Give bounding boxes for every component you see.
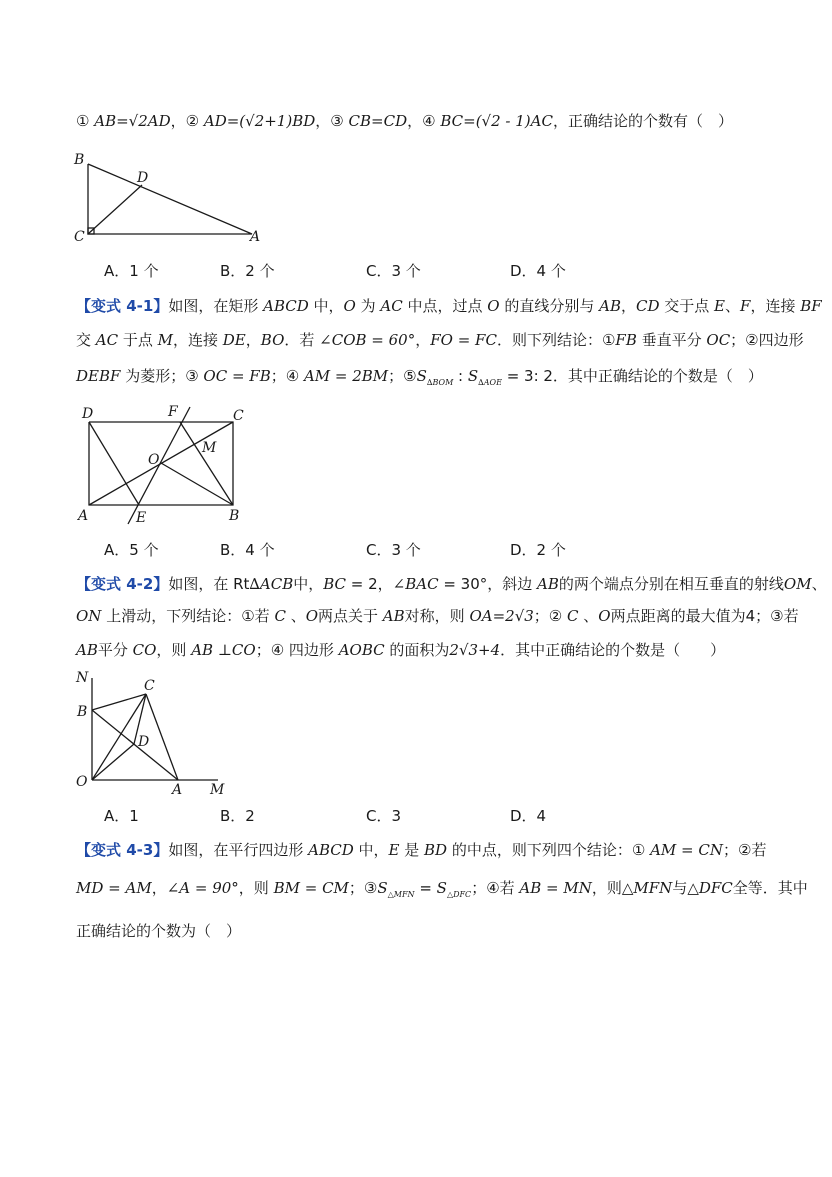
q2-line2 bbox=[76, 606, 799, 626]
variant-tag: 【变式 4-3】 bbox=[76, 841, 169, 859]
segment-bo bbox=[161, 463, 233, 505]
label-n: N bbox=[76, 670, 89, 686]
q2-line1 bbox=[76, 574, 827, 594]
math: =√2 bbox=[116, 112, 148, 130]
label-c: C bbox=[144, 678, 155, 694]
math: AC bbox=[530, 112, 553, 130]
math: BC bbox=[440, 112, 464, 130]
math: △MFN bbox=[621, 879, 673, 897]
text: 两点距离的最大值为4；③若 bbox=[610, 607, 799, 625]
math: CB bbox=[348, 112, 372, 130]
math: AB ⊥CO bbox=[191, 641, 256, 659]
text: ．若 bbox=[284, 331, 320, 349]
math: C bbox=[567, 607, 579, 625]
math: 2√3+4 bbox=[449, 641, 501, 659]
text: ，则 bbox=[591, 879, 622, 897]
math: AC bbox=[95, 331, 119, 349]
text: 为菱形；③ bbox=[120, 367, 204, 385]
math: = bbox=[371, 112, 384, 130]
label-b: B bbox=[77, 704, 88, 720]
q1-line3 bbox=[76, 366, 763, 393]
math: CD bbox=[635, 297, 660, 315]
q2-line3 bbox=[76, 640, 725, 660]
label-f: F bbox=[168, 404, 178, 420]
math: BF bbox=[800, 297, 822, 315]
math: AM = CN bbox=[650, 841, 723, 859]
text: ．其中正确结论的个数是（ ） bbox=[500, 641, 726, 659]
q1-figure bbox=[76, 402, 256, 532]
text: 的两个端点分别在相互垂直的射线 bbox=[558, 575, 784, 593]
math: ON bbox=[76, 607, 102, 625]
text: : bbox=[453, 367, 468, 385]
segment-od bbox=[92, 744, 134, 780]
text: 平分 bbox=[97, 641, 133, 659]
option-b[interactable]: B．2 个 bbox=[220, 262, 275, 280]
text: ，则 bbox=[238, 879, 274, 897]
math: ABCD bbox=[263, 297, 309, 315]
text: 的面积为 bbox=[384, 641, 450, 659]
text: 为 bbox=[355, 297, 381, 315]
text: 中点，过点 bbox=[402, 297, 488, 315]
math: S bbox=[436, 879, 447, 897]
math: AB bbox=[599, 297, 621, 315]
text: = bbox=[414, 879, 437, 897]
label-d: D bbox=[138, 734, 150, 750]
text: 如图，在平行四边形 bbox=[168, 841, 309, 859]
text: 中， bbox=[353, 841, 389, 859]
math: DE bbox=[222, 331, 246, 349]
math-subscript: ∆AOE bbox=[478, 378, 502, 387]
text: 、 bbox=[285, 607, 306, 625]
q1-line2 bbox=[76, 330, 804, 350]
text: 于点 bbox=[118, 331, 158, 349]
q2-figure bbox=[70, 668, 240, 798]
option-a[interactable]: A．1 bbox=[104, 807, 139, 825]
text: ；④ bbox=[270, 367, 304, 385]
math: ∆ACB bbox=[249, 575, 294, 593]
math: ∠A = 90° bbox=[166, 879, 239, 897]
text: ．则下列结论：① bbox=[496, 331, 616, 349]
math: ∠COB = 60° bbox=[319, 331, 416, 349]
text: ；④若 bbox=[471, 879, 520, 897]
text: ，② bbox=[170, 112, 200, 130]
math: FO = FC bbox=[430, 331, 497, 349]
text: ；⑤ bbox=[388, 367, 417, 385]
option-b[interactable]: B．2 bbox=[220, 807, 255, 825]
math: =(√2 - 1) bbox=[463, 112, 531, 130]
math: CO bbox=[132, 641, 157, 659]
q3-line2 bbox=[76, 878, 808, 905]
text: ，④ bbox=[407, 112, 436, 130]
math: AM = 2BM bbox=[303, 367, 389, 385]
text: 正确结论的个数为（ ） bbox=[76, 922, 242, 940]
text: 交 bbox=[76, 331, 96, 349]
text: 中， bbox=[293, 575, 324, 593]
label-m: M bbox=[202, 440, 217, 456]
q3-line3 bbox=[76, 921, 241, 941]
option-d[interactable]: D．4 bbox=[510, 807, 547, 825]
math: S bbox=[377, 879, 388, 897]
text: ；②四边形 bbox=[730, 331, 804, 349]
text: ，正确结论的个数有（ ） bbox=[552, 112, 733, 130]
math: =(√2+1) bbox=[226, 112, 293, 130]
text: 如图，在矩形 bbox=[168, 297, 264, 315]
triangle-bca bbox=[88, 164, 252, 234]
label-c: C bbox=[233, 408, 244, 424]
text: 、 bbox=[578, 607, 599, 625]
text: ， bbox=[620, 297, 636, 315]
text: ，③ bbox=[315, 112, 344, 130]
text: ， bbox=[151, 879, 167, 897]
math: OA bbox=[469, 607, 493, 625]
segment-bf bbox=[180, 422, 233, 505]
text: = 30°，斜边 bbox=[438, 575, 538, 593]
label-e: E bbox=[136, 510, 147, 526]
label-a: A bbox=[78, 508, 89, 524]
math: AB bbox=[382, 607, 405, 625]
label-b: B bbox=[229, 508, 240, 524]
label-b: B bbox=[74, 152, 85, 168]
math: FB bbox=[615, 331, 637, 349]
option-b[interactable]: B．4 个 bbox=[220, 541, 275, 559]
math-subscript: △DFC bbox=[446, 890, 472, 899]
label-c: C bbox=[74, 229, 85, 245]
math: AB bbox=[94, 112, 117, 130]
segment-de bbox=[89, 422, 139, 505]
text: 全等．其中 bbox=[732, 879, 808, 897]
math: OC bbox=[706, 331, 731, 349]
text: ；③ bbox=[348, 879, 378, 897]
text: ， bbox=[415, 331, 431, 349]
option-c[interactable]: C．3 个 bbox=[366, 541, 421, 559]
text: 如图，在 Rt bbox=[168, 575, 250, 593]
math: BO bbox=[260, 331, 285, 349]
label-a: A bbox=[250, 229, 261, 245]
text: ，连接 bbox=[750, 297, 801, 315]
text: 是 bbox=[399, 841, 425, 859]
q0-figure bbox=[70, 150, 280, 250]
text: 交于点 bbox=[659, 297, 715, 315]
option-a[interactable]: A．5 个 bbox=[104, 541, 159, 559]
text: ， bbox=[245, 331, 261, 349]
q0-stem bbox=[76, 111, 733, 131]
math: O bbox=[598, 607, 611, 625]
label-d: D bbox=[82, 406, 94, 422]
math: =2√3 bbox=[492, 607, 534, 625]
text: ① bbox=[76, 112, 90, 130]
math: E bbox=[714, 297, 725, 315]
option-a[interactable]: A．1 个 bbox=[104, 262, 159, 280]
math-subscript: △MFN bbox=[387, 890, 415, 899]
variant-tag: 【变式 4-2】 bbox=[76, 575, 169, 593]
math: OC = FB bbox=[203, 367, 271, 385]
math: AC bbox=[380, 297, 403, 315]
math: BC bbox=[323, 575, 347, 593]
q1-line1 bbox=[76, 296, 822, 316]
text: ，连接 bbox=[173, 331, 223, 349]
option-c[interactable]: C．3 个 bbox=[366, 262, 421, 280]
math: BM = CM bbox=[273, 879, 349, 897]
math: O bbox=[305, 607, 319, 625]
text: 垂直平分 bbox=[636, 331, 707, 349]
math: BD bbox=[292, 112, 316, 130]
math: △DFC bbox=[687, 879, 733, 897]
math: M bbox=[157, 331, 173, 349]
text: 两点关于 bbox=[318, 607, 383, 625]
math: O bbox=[343, 297, 356, 315]
text: ；④ 四边形 bbox=[255, 641, 339, 659]
text: = 2， bbox=[346, 575, 393, 593]
label-o: O bbox=[148, 452, 160, 468]
math: S bbox=[467, 367, 479, 385]
text: 对称，则 bbox=[404, 607, 470, 625]
math: F bbox=[740, 297, 751, 315]
math: E bbox=[388, 841, 400, 859]
text: 、 bbox=[725, 297, 741, 315]
q3-line1 bbox=[76, 840, 766, 860]
math: CD bbox=[383, 112, 408, 130]
math: AB = MN bbox=[519, 879, 592, 897]
math: DEBF bbox=[76, 367, 121, 385]
text: 的中点，则下列四个结论：① bbox=[447, 841, 651, 859]
text: 中， bbox=[308, 297, 344, 315]
option-d[interactable]: D．2 个 bbox=[510, 541, 566, 559]
math: O bbox=[487, 297, 500, 315]
math-subscript: ∆BOM bbox=[426, 378, 454, 387]
math: AD bbox=[203, 112, 227, 130]
label-m: M bbox=[210, 782, 225, 798]
label-a: A bbox=[172, 782, 183, 798]
math: MD = AM bbox=[76, 879, 152, 897]
option-d[interactable]: D．4 个 bbox=[510, 262, 566, 280]
text: 上滑动，下列结论：①若 bbox=[101, 607, 275, 625]
text: ；②若 bbox=[723, 841, 767, 859]
math: AOBC bbox=[338, 641, 385, 659]
text: 的直线分别与 bbox=[499, 297, 600, 315]
label-d: D bbox=[137, 170, 149, 186]
math: S bbox=[416, 367, 427, 385]
math: BD bbox=[424, 841, 448, 859]
text: = 3: 2．其中正确结论的个数是（ ） bbox=[501, 367, 763, 385]
text: ，则 bbox=[156, 641, 192, 659]
segment-cd bbox=[88, 185, 142, 234]
math: OM bbox=[783, 575, 812, 593]
math: AB bbox=[76, 641, 98, 659]
variant-tag: 【变式 4-1】 bbox=[76, 297, 169, 315]
text: ；② bbox=[533, 607, 568, 625]
math: C bbox=[274, 607, 286, 625]
math: ∠BAC bbox=[392, 575, 439, 593]
math: ABCD bbox=[308, 841, 354, 859]
option-c[interactable]: C．3 bbox=[366, 807, 402, 825]
label-o: O bbox=[76, 774, 88, 790]
text: 与 bbox=[672, 879, 688, 897]
math: AD bbox=[147, 112, 171, 130]
text: 、 bbox=[811, 575, 827, 593]
math: AB bbox=[537, 575, 559, 593]
